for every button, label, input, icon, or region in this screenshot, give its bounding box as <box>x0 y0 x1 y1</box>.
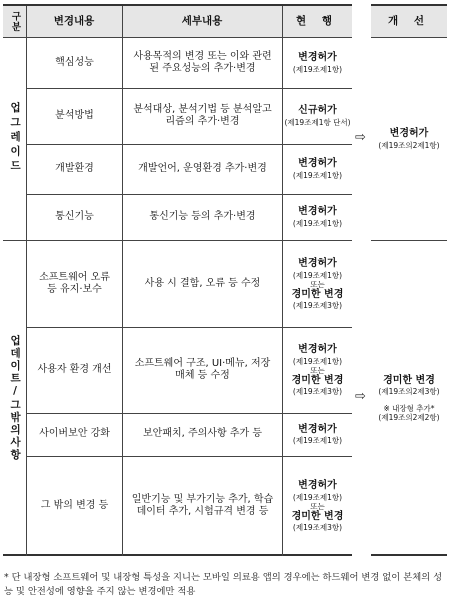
current-ref: (제19조제3항) <box>292 523 343 532</box>
improvement-update-title: 경미한 변경 <box>383 374 435 386</box>
header-category: 구분 <box>3 6 26 37</box>
current-ref: (제19조제1항) <box>292 170 343 180</box>
or-text: 또는 <box>310 279 325 289</box>
current-ref: (제19조제3항) <box>292 387 343 396</box>
row-detail: 분석대상, 분석기법 등 분석알고리즘의 추가·변경 <box>133 103 272 127</box>
row-current <box>283 38 352 88</box>
col-line-2 <box>122 6 123 556</box>
or-text: 또는 <box>310 501 325 511</box>
current-ref: (제19조제1항) <box>292 356 343 366</box>
row-current <box>283 413 352 456</box>
row-content: 그 밖의 변경 등 <box>40 499 109 511</box>
current-status: 변경허가 <box>298 206 337 218</box>
current-ref: (제19조제1항) <box>292 436 343 446</box>
improvement-update-ref: (제19조의2제3항) <box>378 387 440 397</box>
current-status: 변경허가 <box>298 344 337 355</box>
current-status: 변경허가 <box>298 52 337 64</box>
row-current <box>283 327 352 413</box>
current-status: 변경허가 <box>298 158 337 170</box>
row-detail: 통신기능 등의 추가·변경 <box>149 210 256 222</box>
row-content: 핵심성능 <box>55 56 94 68</box>
or-text: 또는 <box>310 365 325 375</box>
row-content: 분석방법 <box>55 109 94 121</box>
row-content: 사용자 환경 개선 <box>37 363 112 375</box>
current-status: 변경허가 <box>298 423 337 435</box>
current-ref: (제19조제1항 단서) <box>284 117 351 127</box>
row-content: 사이버보안 강화 <box>39 428 110 440</box>
current-status: 경미한 변경 <box>291 288 344 300</box>
row-detail: 소프트웨어 구조, UI·메뉴, 저장매체 등 수정 <box>134 357 271 381</box>
header-current: 현 행 <box>282 6 352 37</box>
current-status: 변경허가 <box>298 258 337 269</box>
improvement-update <box>371 241 447 556</box>
row-detail: 개발언어, 운영환경 추가·변경 <box>138 162 267 174</box>
header-improvement: 개 선 <box>371 6 447 37</box>
improvement-upgrade-ref: (제19조의2제1항) <box>378 140 440 150</box>
improvement-upgrade-title: 변경허가 <box>389 128 429 140</box>
row-detail: 사용 시 결함, 오류 등 수정 <box>144 277 261 289</box>
row-content: 소프트웨어 오류 등 유지·보수 <box>39 271 110 295</box>
current-ref: (제19조제1항) <box>292 218 343 228</box>
current-ref: (제19조제1항) <box>292 270 343 280</box>
row-current <box>283 144 352 194</box>
improvement-embedded-note: ※ 내장형 추가* <box>383 404 435 414</box>
row-content: 개발환경 <box>55 162 94 174</box>
group-update-other: 업데이트/그밖의사항 <box>9 334 22 462</box>
arrow-right-icon: ⇨ <box>355 130 366 145</box>
row-current <box>283 241 352 327</box>
current-ref: (제19조제3항) <box>292 301 343 310</box>
row-current <box>283 456 352 556</box>
current-status: 경미한 변경 <box>291 510 344 522</box>
row-current <box>283 88 352 144</box>
current-status: 경미한 변경 <box>291 374 344 386</box>
col-line-1 <box>26 6 27 556</box>
header-content: 변경내용 <box>26 6 122 37</box>
header-bottom-line <box>3 37 352 38</box>
col-line-3 <box>282 6 283 556</box>
current-status: 변경허가 <box>298 480 337 491</box>
current-ref: (제19조제1항) <box>292 492 343 502</box>
current-status: 신규허가 <box>298 105 337 117</box>
improvement-embedded-ref: (제19조의2제2항) <box>378 413 440 423</box>
row-detail: 보안패치, 주의사항 추가 등 <box>143 428 262 440</box>
arrow-right-icon: ⇨ <box>355 389 366 404</box>
group-upgrade: 업그레이드 <box>9 102 22 175</box>
improvement-upgrade <box>371 38 447 240</box>
row-detail: 사용목적의 변경 또는 이와 관련된 주요성능의 추가·변경 <box>133 50 272 74</box>
group-divider-line <box>3 240 352 241</box>
row-current <box>283 194 352 240</box>
header-detail: 세부내용 <box>122 6 282 37</box>
footnote: * 단 내장형 소프트웨어 및 내장형 특성을 지니는 모바일 의료용 앱의 경우에는 하드웨어 변경 없이 본체의 성능 및 안전성에 영향을 주지 않는 변경에만 적용 <box>4 572 443 598</box>
row-content: 통신기능 <box>55 210 94 222</box>
current-ref: (제19조제1항) <box>292 64 343 74</box>
row-detail: 일반기능 및 부가기능 추가, 학습데이터 추가, 시험규격 변경 등 <box>131 493 274 517</box>
